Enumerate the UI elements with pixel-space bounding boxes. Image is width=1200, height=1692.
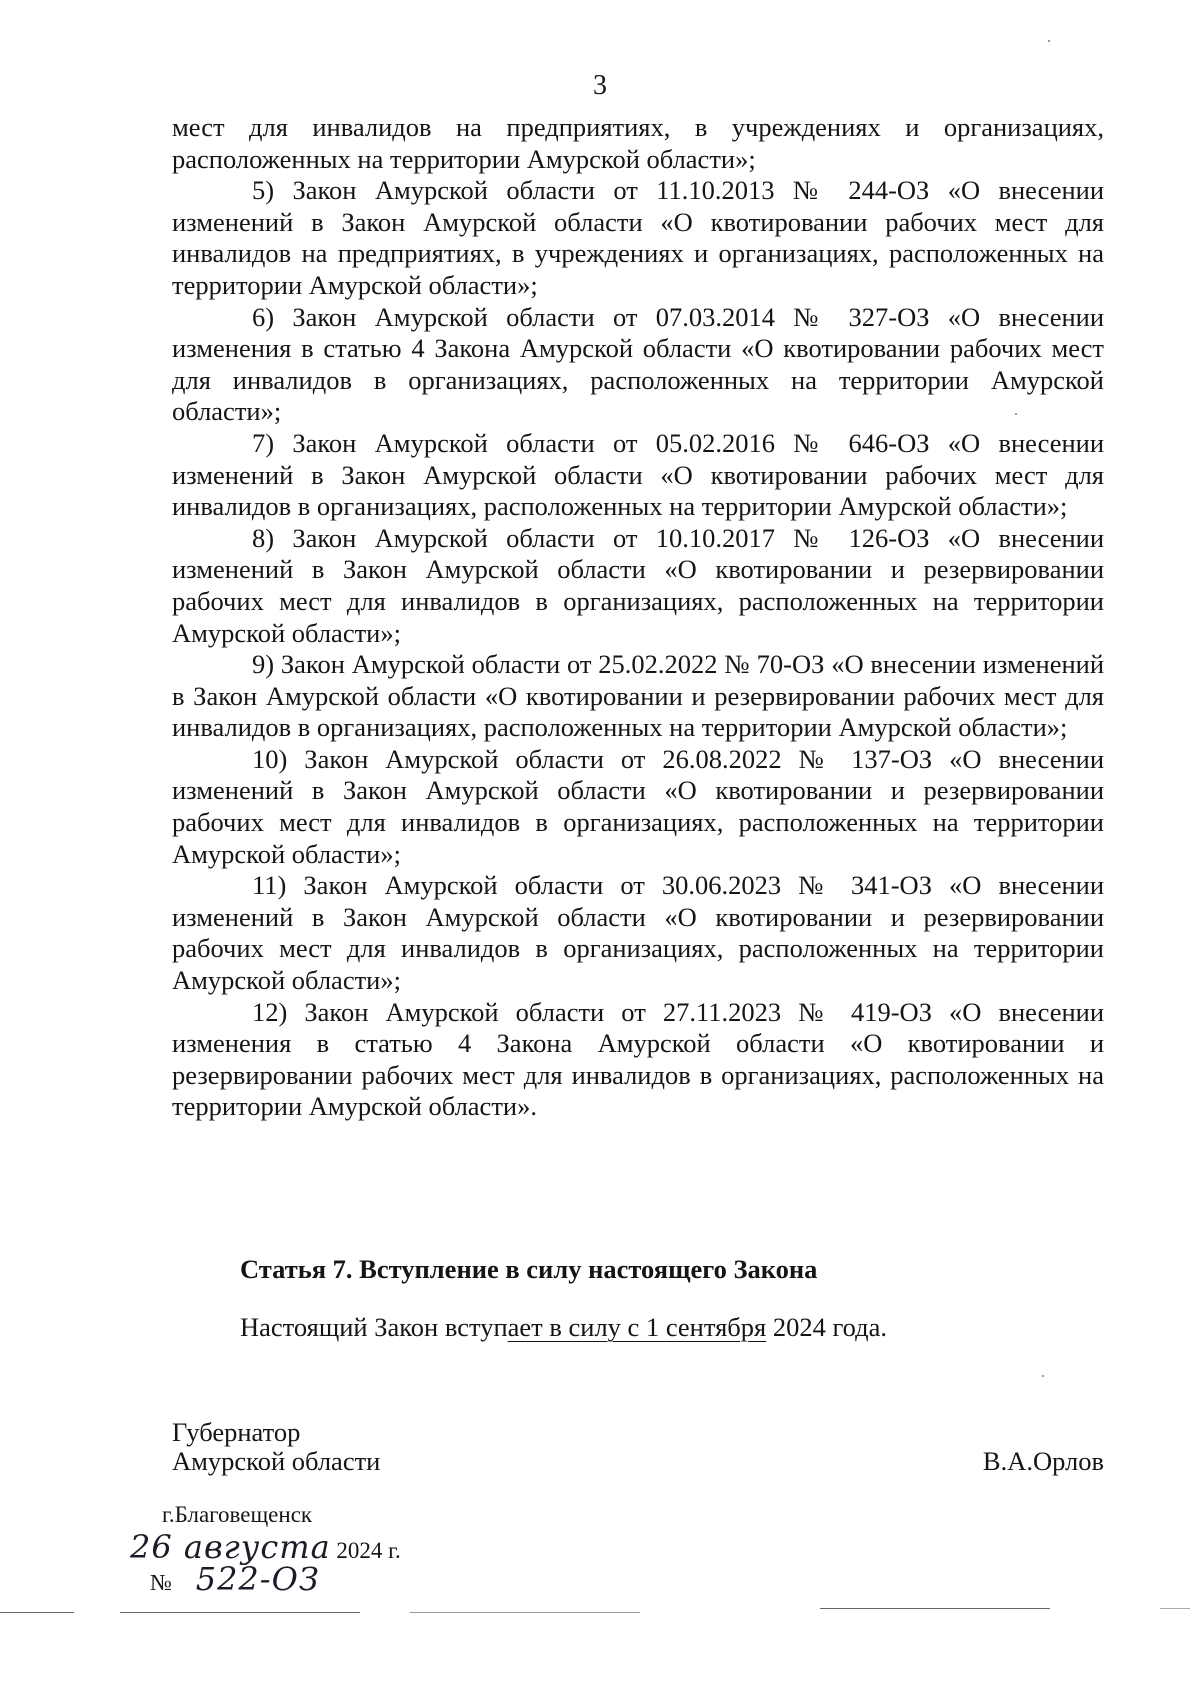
list-item: 9) Закон Амурской области от 25.02.2022 № 70-ОЗ «О внесении изменений в Закон Амурской области «О квотировании и резервировании рабочих мест для инвалидов в организациях, расположенных на территории Амурской области»;	[172, 649, 1104, 743]
scan-speck	[1015, 413, 1017, 415]
article-text-end: 2024 года.	[766, 1312, 888, 1342]
list-item: 11) Закон Амурской области от 30.06.2023 № 341-ОЗ «О внесении изменений в Закон Амурской области «О квотировании и резервировании рабочих мест для инвалидов в организациях, расположенных на территории Амурской области»;	[172, 870, 1104, 996]
list-item: 8) Закон Амурской области от 10.10.2017 № 126-ОЗ «О внесении изменений в Закон Амурской области «О квотировании и резервировании рабочих мест для инвалидов в организациях, расположенных на территории Амурской области»;	[172, 522, 1104, 648]
article-text	[240, 1312, 887, 1343]
scan-rule	[0, 1612, 74, 1613]
signing-year: 2024 г.	[336, 1538, 401, 1563]
law-list	[172, 112, 1104, 1123]
list-item: 5) Закон Амурской области от 11.10.2013 № 244-ОЗ «О внесении изменений в Закон Амурской области «О квотировании рабочих мест для инвалидов на предприятиях, в учреждениях и организациях, расположенных на территории Амурской области»;	[172, 175, 1104, 300]
handwritten-date: 26 августа	[130, 1528, 331, 1566]
scan-rule	[820, 1608, 1050, 1609]
list-item: 12) Закон Амурской области от 27.11.2023 № 419-ОЗ «О внесении изменения в статью 4 Закона Амурской области «О квотировании и резервировании рабочих мест для инвалидов в организациях, расположенных на территории Амурской области».	[172, 996, 1104, 1122]
scan-speck	[1042, 1375, 1044, 1377]
scan-rule	[120, 1612, 360, 1613]
scan-rule	[410, 1612, 640, 1613]
place-of-signing: г.Благовещенск	[162, 1502, 313, 1527]
page-number: 3	[593, 70, 607, 101]
list-item: 10) Закон Амурской области от 26.08.2022 № 137-ОЗ «О внесении изменений в Закон Амурской области «О квотировании и резервировании рабочих мест для инвалидов в организациях, расположенных на территории Амурской области»;	[172, 743, 1104, 869]
list-item: 6) Закон Амурской области от 07.03.2014 № 327-ОЗ «О внесении изменения в статью 4 Закона Амурской области «О квотировании рабочих мест для инвалидов в организациях, расположенных на территории Амурской области»;	[172, 301, 1104, 427]
signatory-title-line: Губернатор	[172, 1417, 301, 1447]
signatory-title-line: Амурской области	[172, 1446, 381, 1476]
handwritten-number: 522-ОЗ	[195, 1560, 320, 1598]
scan-rule	[1160, 1608, 1190, 1609]
scan-speck	[1048, 40, 1050, 42]
list-item: 7) Закон Амурской области от 05.02.2016 № 646-ОЗ «О внесении изменений в Закон Амурской области «О квотировании рабочих мест для инвалидов в организациях, расположенных на территории Амурской области»;	[172, 427, 1104, 522]
signatory-name: В.А.Орлов	[982, 1446, 1104, 1476]
list-continuation: мест для инвалидов на предприятиях, в учреждениях и организациях, расположенных на территории Амурской области»;	[172, 112, 1104, 174]
number-label: №	[150, 1570, 172, 1595]
article-text-start: Настоящий Закон вступ	[240, 1312, 508, 1342]
signatory-title	[172, 1418, 380, 1476]
article-heading: Статья 7. Вступление в силу настоящего Закона	[240, 1254, 818, 1284]
law-number	[150, 1560, 320, 1598]
article-text-underlined: ает в силу с 1 сентября	[507, 1312, 767, 1342]
